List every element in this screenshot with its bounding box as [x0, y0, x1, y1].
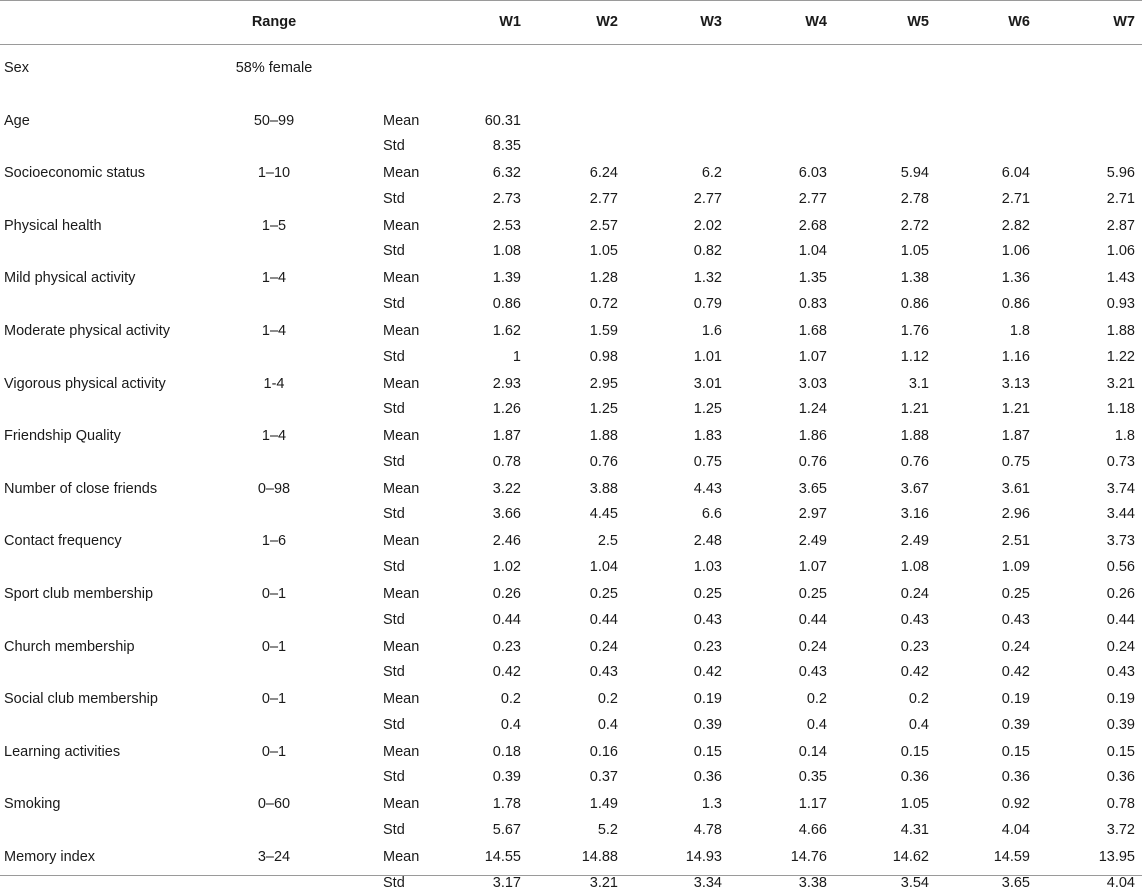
std-value-w7: 3.44: [1106, 506, 1135, 523]
mean-value-w2: 2.95: [589, 375, 618, 392]
std-value-w1: 2.73: [492, 190, 521, 207]
mean-value-w2: 1.49: [589, 796, 618, 813]
std-value-w1: 3.66: [492, 506, 521, 523]
mean-value-w6: 1.36: [1001, 270, 1030, 287]
mean-value-w2: 14.88: [581, 849, 618, 865]
stat-label-mean: Mean: [383, 743, 420, 760]
std-value-w6: 2.96: [1001, 506, 1030, 523]
mean-value-w3: 0.15: [693, 743, 722, 760]
mean-value-w7: 1.43: [1106, 270, 1135, 287]
mean-value-w7: 3.73: [1106, 533, 1135, 550]
mean-value-w3: 0.25: [693, 586, 722, 602]
stat-label-std: Std: [383, 769, 405, 786]
std-value-w6: 4.04: [1001, 821, 1030, 838]
std-value-w5: 1.12: [900, 348, 929, 365]
mean-value-w3: 1.32: [693, 270, 722, 287]
std-value-w7: 0.39: [1106, 716, 1135, 733]
std-value-w1: 8.35: [492, 138, 521, 155]
std-value-w3: 1.01: [693, 348, 722, 365]
stat-label-std: Std: [383, 558, 405, 575]
std-value-w1: 0.4: [500, 716, 521, 733]
stat-label-mean: Mean: [383, 375, 420, 392]
std-value-w3: 0.36: [693, 769, 722, 786]
row-range-value: 0–1: [261, 743, 287, 760]
mean-value-w1: 1.87: [492, 428, 521, 445]
stat-label-std: Std: [383, 401, 405, 418]
mean-value-w5: 2.49: [900, 533, 929, 550]
mean-value-w6: 0.92: [1001, 796, 1030, 813]
std-value-w3: 1.25: [693, 401, 722, 418]
mean-value-w1: 2.53: [492, 217, 521, 234]
std-value-w3: 0.42: [693, 664, 722, 681]
std-value-w6: 0.86: [1001, 295, 1030, 312]
mean-value-w5: 0.24: [900, 586, 929, 602]
mean-value-w6: 1.8: [1009, 323, 1030, 339]
std-value-w6: 0.43: [1001, 611, 1030, 628]
mean-value-w3: 4.43: [693, 480, 722, 497]
mean-value-w6: 0.24: [1001, 638, 1030, 655]
mean-value-w7: 3.74: [1106, 480, 1135, 497]
std-value-w1: 5.67: [492, 821, 521, 838]
std-value-w6: 1.21: [1001, 401, 1030, 418]
header-wave-w7: W7: [1113, 14, 1135, 30]
stat-label-mean: Mean: [383, 533, 420, 550]
stat-label-std: Std: [383, 874, 405, 891]
row-variable-label: Vigorous physical activity: [4, 375, 166, 392]
mean-value-w5: 0.2: [908, 691, 929, 708]
mean-value-w1: 0.23: [492, 638, 521, 655]
std-value-w3: 3.34: [693, 874, 722, 891]
std-value-w1: 3.17: [492, 874, 521, 891]
std-value-w3: 0.75: [693, 453, 722, 470]
std-value-w5: 1.21: [900, 401, 929, 418]
row-range-value: 0–98: [257, 480, 291, 497]
std-value-w1: 1: [512, 348, 521, 365]
stat-label-std: Std: [383, 190, 405, 207]
std-value-w5: 3.16: [900, 506, 929, 523]
mean-value-w2: 1.59: [589, 323, 618, 339]
mean-value-w2: 2.5: [597, 533, 618, 550]
mean-value-w4: 1.86: [798, 428, 827, 445]
mean-value-w7: 0.15: [1106, 743, 1135, 760]
mean-value-w2: 1.28: [589, 270, 618, 287]
row-range-value: 1–10: [257, 165, 291, 182]
std-value-w2: 0.98: [589, 348, 618, 365]
mean-value-w3: 1.83: [693, 428, 722, 445]
mean-value-w2: 1.88: [589, 428, 618, 445]
std-value-w6: 1.06: [1001, 243, 1030, 260]
std-value-w5: 0.43: [900, 611, 929, 628]
mean-value-w6: 3.13: [1001, 375, 1030, 392]
mean-value-w4: 6.03: [798, 165, 827, 182]
mean-value-w4: 1.17: [798, 796, 827, 813]
std-value-w5: 0.36: [900, 769, 929, 786]
row-range-value: 0–1: [261, 638, 287, 655]
stat-label-mean: Mean: [383, 323, 420, 339]
mean-value-w1: 6.32: [492, 165, 521, 182]
mean-value-w7: 2.87: [1106, 217, 1135, 234]
std-value-w2: 0.72: [589, 295, 618, 312]
mean-value-w1: 14.55: [484, 849, 521, 865]
std-value-w4: 2.77: [798, 190, 827, 207]
stat-label-mean: Mean: [383, 638, 420, 655]
std-value-w2: 3.21: [589, 874, 618, 891]
header-wave-w4: W4: [805, 14, 827, 30]
row-variable-label: Friendship Quality: [4, 428, 121, 445]
stat-label-std: Std: [383, 138, 405, 155]
mean-value-w5: 5.94: [900, 165, 929, 182]
std-value-w5: 4.31: [900, 821, 929, 838]
std-value-w3: 4.78: [693, 821, 722, 838]
mean-value-w2: 0.16: [589, 743, 618, 760]
mean-value-w3: 1.6: [701, 323, 722, 339]
row-range-value: 58% female: [235, 60, 313, 76]
mean-value-w1: 0.18: [492, 743, 521, 760]
mean-value-w6: 2.82: [1001, 217, 1030, 234]
std-value-w7: 4.04: [1106, 874, 1135, 891]
mean-value-w5: 3.1: [908, 375, 929, 392]
std-value-w3: 0.82: [693, 243, 722, 260]
std-value-w5: 0.76: [900, 453, 929, 470]
std-value-w1: 0.78: [492, 453, 521, 470]
std-value-w5: 2.78: [900, 190, 929, 207]
std-value-w7: 0.93: [1106, 295, 1135, 312]
mean-value-w6: 2.51: [1001, 533, 1030, 550]
std-value-w7: 0.43: [1106, 664, 1135, 681]
std-value-w7: 0.36: [1106, 769, 1135, 786]
std-value-w1: 0.44: [492, 611, 521, 628]
header-wave-w5: W5: [907, 14, 929, 30]
mean-value-w4: 0.14: [798, 743, 827, 760]
header-rule: [0, 44, 1142, 45]
row-range-value: 1–6: [261, 533, 287, 550]
stat-label-mean: Mean: [383, 480, 420, 497]
mean-value-w2: 0.24: [589, 638, 618, 655]
row-range-value: 0–60: [257, 796, 291, 813]
std-value-w7: 2.71: [1106, 190, 1135, 207]
mean-value-w2: 2.57: [589, 217, 618, 234]
std-value-w3: 6.6: [701, 506, 722, 523]
std-value-w6: 1.16: [1001, 348, 1030, 365]
std-value-w1: 1.08: [492, 243, 521, 260]
row-variable-label: Mild physical activity: [4, 270, 136, 287]
std-value-w6: 0.36: [1001, 769, 1030, 786]
mean-value-w7: 5.96: [1106, 165, 1135, 182]
std-value-w7: 1.22: [1106, 348, 1135, 365]
std-value-w2: 5.2: [597, 821, 618, 838]
mean-value-w1: 1.78: [492, 796, 521, 813]
stat-label-mean: Mean: [383, 112, 420, 129]
std-value-w2: 1.25: [589, 401, 618, 418]
std-value-w1: 0.86: [492, 295, 521, 312]
mean-value-w7: 0.19: [1106, 691, 1135, 708]
std-value-w2: 2.77: [589, 190, 618, 207]
std-value-w7: 0.44: [1106, 611, 1135, 628]
std-value-w6: 0.42: [1001, 664, 1030, 681]
mean-value-w2: 3.88: [589, 480, 618, 497]
std-value-w6: 2.71: [1001, 190, 1030, 207]
stat-label-std: Std: [383, 243, 405, 260]
mean-value-w2: 6.24: [589, 165, 618, 182]
std-value-w2: 0.4: [597, 716, 618, 733]
table-bottom-rule: [0, 875, 1142, 876]
stat-label-mean: Mean: [383, 165, 420, 182]
mean-value-w2: 0.25: [589, 586, 618, 602]
stat-label-mean: Mean: [383, 428, 420, 445]
mean-value-w5: 0.23: [900, 638, 929, 655]
mean-value-w1: 3.22: [492, 480, 521, 497]
mean-value-w5: 2.72: [900, 217, 929, 234]
stat-label-mean: Mean: [383, 849, 420, 865]
std-value-w7: 1.18: [1106, 401, 1135, 418]
std-value-w5: 3.54: [900, 874, 929, 891]
std-value-w1: 0.42: [492, 664, 521, 681]
mean-value-w3: 2.02: [693, 217, 722, 234]
mean-value-w4: 14.76: [790, 849, 827, 865]
mean-value-w1: 1.39: [492, 270, 521, 287]
stat-label-std: Std: [383, 821, 405, 838]
std-value-w3: 0.79: [693, 295, 722, 312]
stat-label-std: Std: [383, 611, 405, 628]
std-value-w7: 0.73: [1106, 453, 1135, 470]
table-top-rule: [0, 0, 1142, 1]
std-value-w4: 1.07: [798, 348, 827, 365]
mean-value-w1: 0.26: [492, 586, 521, 602]
std-value-w2: 0.76: [589, 453, 618, 470]
std-value-w3: 1.03: [693, 558, 722, 575]
mean-value-w2: 0.2: [597, 691, 618, 708]
std-value-w4: 4.66: [798, 821, 827, 838]
mean-value-w6: 14.59: [993, 849, 1030, 865]
header-wave-w6: W6: [1008, 14, 1030, 30]
mean-value-w1: 1.62: [492, 323, 521, 339]
row-range-value: 1–5: [261, 217, 287, 234]
std-value-w2: 1.05: [589, 243, 618, 260]
std-value-w7: 1.06: [1106, 243, 1135, 260]
std-value-w5: 0.86: [900, 295, 929, 312]
std-value-w4: 0.35: [798, 769, 827, 786]
std-value-w7: 0.56: [1106, 558, 1135, 575]
mean-value-w6: 1.87: [1001, 428, 1030, 445]
std-value-w2: 1.04: [589, 558, 618, 575]
row-variable-label: Learning activities: [4, 743, 121, 760]
std-value-w5: 0.42: [900, 664, 929, 681]
stat-label-mean: Mean: [383, 691, 420, 708]
row-range-value: 1-4: [263, 375, 285, 392]
row-range-value: 3–24: [257, 849, 291, 865]
mean-value-w4: 0.24: [798, 638, 827, 655]
mean-value-w4: 2.49: [798, 533, 827, 550]
row-range-value: 1–4: [261, 323, 287, 339]
mean-value-w3: 0.23: [693, 638, 722, 655]
std-value-w2: 4.45: [589, 506, 618, 523]
header-wave-w3: W3: [700, 14, 722, 30]
header-wave-w1: W1: [499, 14, 521, 30]
std-value-w4: 1.04: [798, 243, 827, 260]
mean-value-w5: 14.62: [892, 849, 929, 865]
mean-value-w7: 0.78: [1106, 796, 1135, 813]
stat-label-std: Std: [383, 664, 405, 681]
header-range: Range: [251, 14, 297, 30]
mean-value-w5: 3.67: [900, 480, 929, 497]
std-value-w4: 0.43: [798, 664, 827, 681]
std-value-w4: 2.97: [798, 506, 827, 523]
mean-value-w4: 3.03: [798, 375, 827, 392]
mean-value-w7: 1.88: [1106, 323, 1135, 339]
std-value-w4: 1.24: [798, 401, 827, 418]
stat-label-mean: Mean: [383, 217, 420, 234]
mean-value-w1: 2.93: [492, 375, 521, 392]
mean-value-w1: 0.2: [500, 691, 521, 708]
std-value-w4: 0.83: [798, 295, 827, 312]
mean-value-w4: 3.65: [798, 480, 827, 497]
mean-value-w7: 0.24: [1106, 638, 1135, 655]
std-value-w7: 3.72: [1106, 821, 1135, 838]
mean-value-w7: 1.8: [1114, 428, 1135, 445]
std-value-w1: 1.02: [492, 558, 521, 575]
std-value-w6: 1.09: [1001, 558, 1030, 575]
row-variable-label: Church membership: [4, 638, 135, 655]
mean-value-w6: 3.61: [1001, 480, 1030, 497]
row-variable-label: Sport club membership: [4, 586, 154, 602]
mean-value-w3: 1.3: [701, 796, 722, 813]
std-value-w6: 0.75: [1001, 453, 1030, 470]
row-range-value: 1–4: [261, 428, 287, 445]
stat-label-std: Std: [383, 453, 405, 470]
mean-value-w3: 14.93: [685, 849, 722, 865]
std-value-w4: 0.76: [798, 453, 827, 470]
std-value-w4: 0.44: [798, 611, 827, 628]
std-value-w3: 2.77: [693, 190, 722, 207]
mean-value-w5: 1.05: [900, 796, 929, 813]
mean-value-w5: 1.76: [900, 323, 929, 339]
mean-value-w7: 3.21: [1106, 375, 1135, 392]
mean-value-w4: 1.68: [798, 323, 827, 339]
row-variable-label: Physical health: [4, 217, 102, 234]
std-value-w6: 3.65: [1001, 874, 1030, 891]
std-value-w3: 0.43: [693, 611, 722, 628]
row-variable-label: Socioeconomic status: [4, 165, 146, 182]
row-range-value: 0–1: [261, 691, 287, 708]
mean-value-w6: 0.15: [1001, 743, 1030, 760]
std-value-w2: 0.37: [589, 769, 618, 786]
std-value-w4: 1.07: [798, 558, 827, 575]
row-variable-label: Memory index: [4, 849, 96, 865]
stat-label-mean: Mean: [383, 586, 420, 602]
std-value-w1: 0.39: [492, 769, 521, 786]
row-variable-label: Contact frequency: [4, 533, 122, 550]
row-variable-label: Smoking: [4, 796, 61, 813]
std-value-w1: 1.26: [492, 401, 521, 418]
row-variable-label: Age: [4, 112, 30, 129]
std-value-w6: 0.39: [1001, 716, 1030, 733]
mean-value-w5: 1.88: [900, 428, 929, 445]
mean-value-w4: 0.2: [806, 691, 827, 708]
header-wave-w2: W2: [596, 14, 618, 30]
row-variable-label: Number of close friends: [4, 480, 158, 497]
stat-label-std: Std: [383, 506, 405, 523]
mean-value-w4: 2.68: [798, 217, 827, 234]
std-value-w5: 0.4: [908, 716, 929, 733]
row-range-value: 1–4: [261, 270, 287, 287]
mean-value-w5: 0.15: [900, 743, 929, 760]
mean-value-w4: 0.25: [798, 586, 827, 602]
stat-label-mean: Mean: [383, 796, 420, 813]
std-value-w4: 3.38: [798, 874, 827, 891]
mean-value-w3: 6.2: [701, 165, 722, 182]
mean-value-w3: 2.48: [693, 533, 722, 550]
row-variable-label: Sex: [4, 60, 29, 76]
std-value-w4: 0.4: [806, 716, 827, 733]
mean-value-w1: 2.46: [492, 533, 521, 550]
mean-value-w6: 0.25: [1001, 586, 1030, 602]
std-value-w2: 0.44: [589, 611, 618, 628]
std-value-w3: 0.39: [693, 716, 722, 733]
mean-value-w6: 0.19: [1001, 691, 1030, 708]
stat-label-std: Std: [383, 716, 405, 733]
std-value-w5: 1.05: [900, 243, 929, 260]
mean-value-w7: 13.95: [1098, 849, 1135, 865]
mean-value-w4: 1.35: [798, 270, 827, 287]
row-variable-label: Social club membership: [4, 691, 158, 708]
mean-value-w6: 6.04: [1001, 165, 1030, 182]
std-value-w2: 0.43: [589, 664, 618, 681]
stat-label-std: Std: [383, 295, 405, 312]
stat-label-std: Std: [383, 348, 405, 365]
std-value-w5: 1.08: [900, 558, 929, 575]
stat-label-mean: Mean: [383, 270, 420, 287]
mean-value-w7: 0.26: [1106, 586, 1135, 602]
mean-value-w3: 3.01: [693, 375, 722, 392]
row-variable-label: Moderate physical activity: [4, 323, 171, 339]
row-range-value: 0–1: [261, 586, 287, 602]
mean-value-w5: 1.38: [900, 270, 929, 287]
mean-value-w3: 0.19: [693, 691, 722, 708]
row-range-value: 50–99: [253, 112, 295, 129]
mean-value-w1: 60.31: [484, 112, 521, 129]
